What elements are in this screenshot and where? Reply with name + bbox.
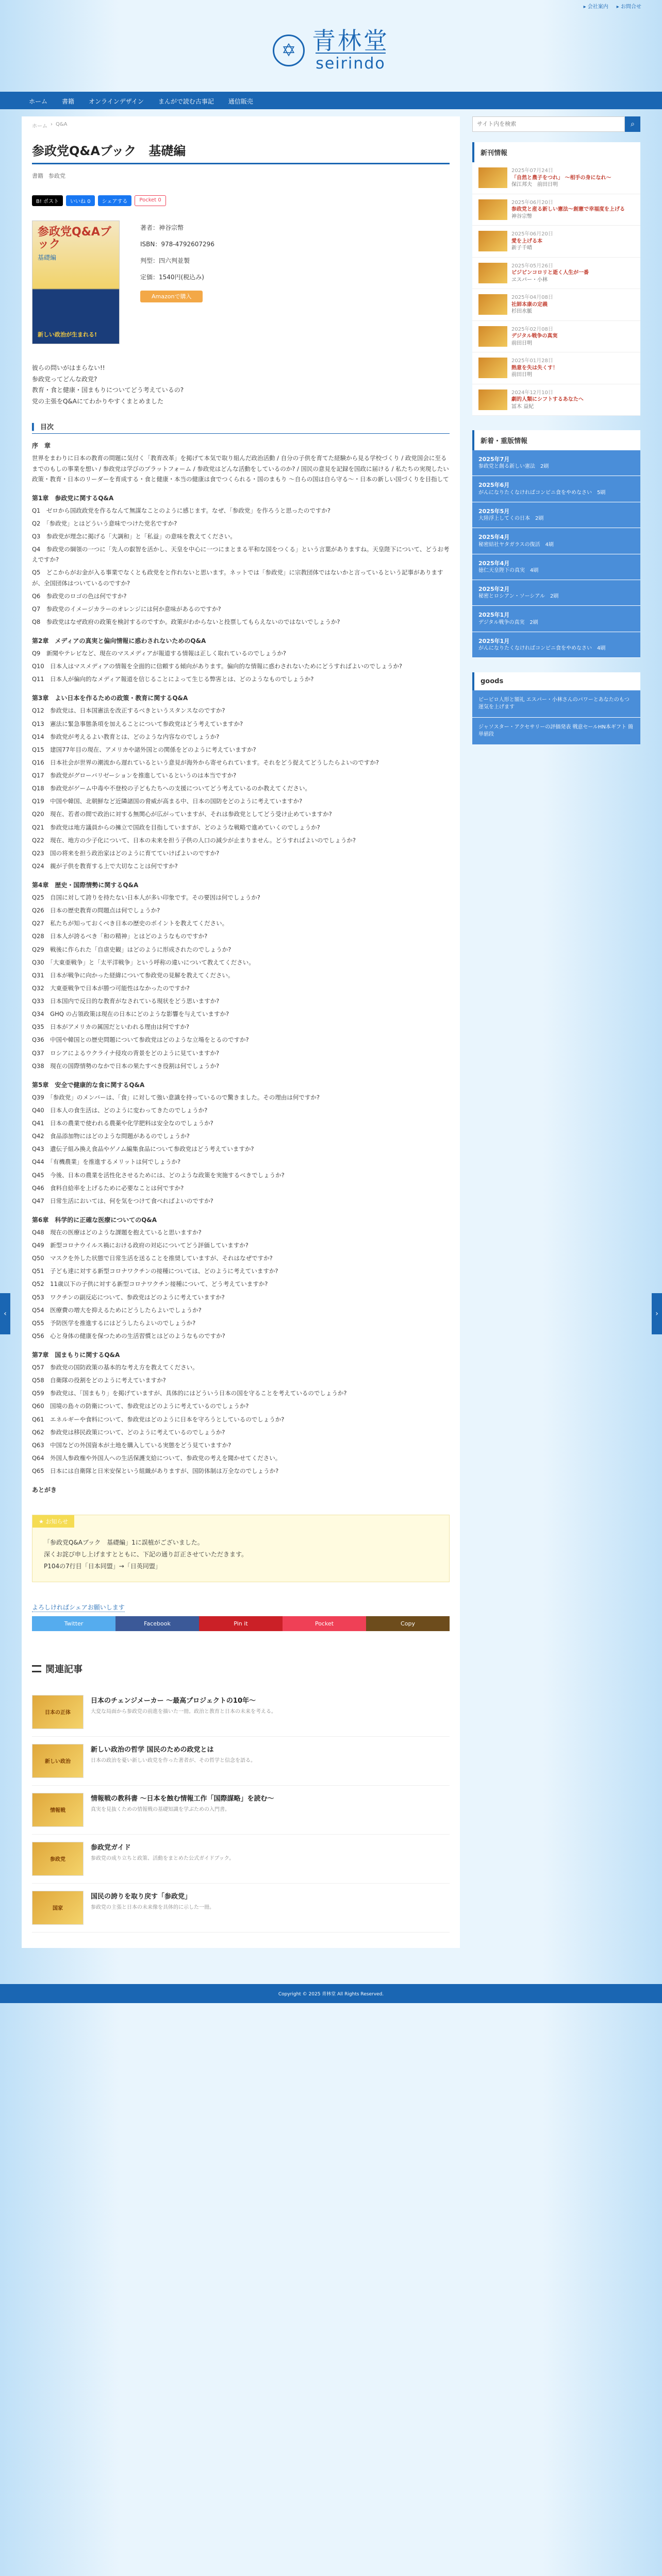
new-book-date: 2025年04月08日 <box>511 295 553 300</box>
chapter-section <box>32 441 450 484</box>
question-item: Q34 GHQ の占領政策は現在の日本にどのような影響を与えていますか? <box>32 1010 229 1018</box>
question-item: Q54 医療費の増大を抑えるためにどうしたらよいでしょうか? <box>32 1306 202 1314</box>
main-content <box>22 116 460 1948</box>
share-button-copy[interactable]: Copy <box>366 1616 450 1631</box>
question-item: Q11 日本人が偏向的なメディア報道を信じることによって生じる弊害とは、どのようなものでしょうか? <box>32 675 314 683</box>
question-item: Q59 参政党は、「国まもり」を掲げていますが、具体的にはどういう日本の国を守ることを考えているのでしょうか? <box>32 1389 347 1397</box>
new-book-date: 2025年02月08日 <box>511 326 553 332</box>
related-text <box>91 1891 214 1925</box>
related-title[interactable]: 情報戦の教科書 ～日本を蝕む情報工作「国際謀略」を読む～ <box>91 1794 274 1803</box>
question-item: Q31 日本が戦争に向かった経緯について参政党の見解を教えてください。 <box>32 971 234 979</box>
new-book-thumbnail <box>478 389 507 410</box>
new-book-date: 2025年07月24日 <box>511 168 553 174</box>
related-text <box>91 1695 276 1729</box>
question-item: Q26 日本の歴史教育の問題点は何でしょうか? <box>32 907 160 914</box>
new-book-date: 2025年06月20日 <box>511 199 553 206</box>
company-link[interactable]: ▸ 会社案内 <box>583 4 608 10</box>
reprint-title: がんになりたくなければコンビニ食をやめなさい 5刷 <box>478 489 606 496</box>
question-item: Q6 参政党のロゴの色は何ですか? <box>32 592 127 600</box>
new-book-author: 冨木 益紀 <box>511 403 534 410</box>
next-arrow-icon[interactable]: › <box>652 1293 662 1334</box>
question-item: Q17 参政党がグローバリゼーションを推進しているというのは本当ですか? <box>32 772 237 779</box>
site-logo[interactable] <box>273 26 389 73</box>
intro-line: 党の主張をQ&Aにてわかりやすくまとめました <box>32 397 164 405</box>
new-book-item[interactable] <box>472 162 640 194</box>
nav-books[interactable]: 書籍 <box>62 98 75 105</box>
new-book-item[interactable] <box>472 384 640 416</box>
chapter-section <box>32 1350 450 1476</box>
breadcrumb-current: Q&A <box>56 122 68 127</box>
page-title: 参政党Q&Aブック 基礎編 <box>32 141 450 164</box>
new-book-author: ヱスパー・小林 <box>511 277 548 283</box>
chapter-title: 第6章 科学的に正確な医療についてのQ&A <box>32 1216 157 1224</box>
share-label: よろしければシェアお願いします <box>32 1603 125 1611</box>
chapter-section <box>32 880 450 1071</box>
new-book-author: 神谷宗幣 <box>511 213 532 219</box>
question-item: Q35 日本がアメリカの属国だといわれる理由は何ですか? <box>32 1023 189 1031</box>
question-item: Q48 現在の医療はどのような課題を抱えていると思いますか? <box>32 1228 202 1236</box>
new-book-date: 2025年06月20日 <box>511 231 553 237</box>
afterword-heading: あとがき <box>32 1486 57 1494</box>
nav-mail-order[interactable]: 通信販売 <box>228 98 253 105</box>
reprint-month: 2025年2月 <box>478 585 510 592</box>
question-item: Q15 建国77年目の現在、アメリカや諸外国との関係をどのように考えていますか? <box>32 745 256 753</box>
chapter-section <box>32 1080 450 1206</box>
question-item: Q13 憲法に緊急事態条項を加えることについて参政党はどう考えていますか? <box>32 720 243 727</box>
question-item: Q9 新聞やテレビなど、現在のマスメディアが報道する情報は正しく取れているのでしょうか? <box>32 650 286 657</box>
reprint-item[interactable] <box>472 476 640 502</box>
widget-title: goods <box>472 672 640 690</box>
question-item: Q21 参政党は地方議員からの擁立で国政を目指していますが、どのような戦略で進めていくのでしょうか? <box>32 823 320 831</box>
toc-bar-icon: ▍ <box>32 423 37 432</box>
breadcrumb <box>32 122 450 129</box>
question-item: Q1 ゼロから国政政党を作るなんて無謀なことのように感じます。なぜ、「参政党」を作ろうと思ったのですか? <box>32 506 330 514</box>
new-book-text <box>511 167 611 189</box>
question-item: Q8 参政党はなぜ政府の政策を検討するのですか。政策がわからないと投票してもらえないのではないでしょうか? <box>32 618 340 625</box>
new-book-thumbnail <box>478 167 507 188</box>
book-price: 定価：1540円(税込み) <box>140 274 204 281</box>
notice-line: 「参政党Q&Aブック 基礎編」1に誤植がございました。 <box>44 1539 204 1547</box>
goods-item[interactable]: ビービロ人形と額礼 エスパー・小林さんのパワーとあなたのもつ運気を上げます <box>472 690 640 718</box>
reprint-item[interactable] <box>472 632 640 658</box>
new-book-author: 新子千晴 <box>511 245 532 251</box>
intro-line: 教育・食と健康・国まもりについてどう考えているの? <box>32 386 184 394</box>
reprint-month: 2025年1月 <box>478 612 510 619</box>
toc-label: 目次 <box>40 423 54 432</box>
notice-box <box>32 1515 450 1582</box>
question-item: Q53 ワクチンの副反応について、参政党はどのように考えていますか? <box>32 1293 225 1301</box>
logo-jp-text: 青林堂 <box>312 26 389 55</box>
question-item: Q10 日本人はマスメディアの情報を全面的に信頼する傾向があります。偏向的な情報に惑わされないためにどうすればよいのでしょうか? <box>32 663 402 670</box>
new-book-thumbnail <box>478 231 507 251</box>
related-item[interactable] <box>32 1688 450 1737</box>
book-cover-title: 参政党Q&Aブック <box>38 226 111 251</box>
notice-line: 深くお詫び申し上げますとともに、下記の通り訂正させていただきます。 <box>44 1550 248 1558</box>
new-book-item[interactable] <box>472 352 640 384</box>
question-item: Q19 中国や韓国、北朝鮮など近隣諸国の脅威が高まる中、日本の国防をどのように考えていますか? <box>32 798 303 805</box>
footer-copyright: Copyright © 2025 青林堂 All Rights Reserved. <box>0 1984 662 2003</box>
facebook-share-button[interactable]: シェアする <box>98 195 132 206</box>
toc-heading <box>32 419 450 434</box>
related-title[interactable]: 参政党ガイド <box>91 1843 131 1852</box>
new-book-author: 前田日明 <box>511 372 532 378</box>
new-book-author: 保江邦夫 前田日明 <box>511 182 558 188</box>
related-title[interactable]: 国民の誇りを取り戻す「参政党」 <box>91 1892 192 1901</box>
question-item: Q2 「参政党」とはどういう意味でつけた党名ですか? <box>32 519 177 527</box>
question-item: Q22 現在、地方の少子化について、日本の未来を担う子供の人口の減少が止まりません。どうすればよいのでしょうか? <box>32 836 356 844</box>
question-item: Q51 子ども達に対する新型コロナワクチンの接種については、どのように考えていますか? <box>32 1267 278 1275</box>
new-book-title[interactable]: デジタル戦争の真実 <box>511 333 558 339</box>
new-book-title[interactable]: 「自然と農子をつれ」 ～相手の身になれ～ <box>511 175 611 181</box>
question-item: Q16 日本社会が世界の潮流から遅れているという意見が海外から寄せられています。それをどう捉えてどうしたらよいのですか? <box>32 758 379 766</box>
prev-arrow-icon[interactable]: ‹ <box>0 1293 10 1334</box>
book-details <box>140 221 214 344</box>
related-thumbnail: 参政党 <box>32 1842 84 1876</box>
reprint-title: 参政党と創る新しい憲法 2刷 <box>478 464 549 470</box>
question-item: Q62 参政党は移民政策について、どのように考えているのでしょうか? <box>32 1428 225 1436</box>
book-format: 判型：四六判並製 <box>140 257 190 264</box>
related-desc: 真実を見抜くための情報戦の基礎知識を学ぶための入門書。 <box>91 1806 230 1812</box>
related-thumbnail: 日本の正体 <box>32 1695 84 1729</box>
question-item: Q12 参政党は、日本国憲法を改正するべきというスタンスなのですか? <box>32 707 225 715</box>
related-thumbnail: 情報戦 <box>32 1793 84 1827</box>
reprint-title: 秘密結社ヤタガラスの復活 4刷 <box>478 541 554 548</box>
related-desc: 日本の政治を憂い新しい政党を作った著者が、その哲学と信念を語る。 <box>91 1757 256 1764</box>
global-nav <box>0 92 662 109</box>
new-book-item[interactable] <box>472 321 640 353</box>
chapter-title: 第4章 歴史・国際情勢に関するQ&A <box>32 882 139 889</box>
reprint-item[interactable] <box>472 450 640 476</box>
new-book-item[interactable] <box>472 289 640 321</box>
question-item: Q43 遺伝子組み換え食品やゲノム編集食品について参政党はどう考えていますか? <box>32 1145 254 1153</box>
new-book-author: 杉田水脈 <box>511 309 532 314</box>
related-title[interactable]: 新しい政治の哲学 国民のための政党とは <box>91 1745 214 1754</box>
question-item: Q3 参政党が理念に掲げる「大調和」と「私益」の意味を教えてください。 <box>32 533 236 540</box>
chapter-title: 第7章 国まもりに関するQ&A <box>32 1351 120 1359</box>
category-link[interactable]: 書籍 <box>32 173 43 179</box>
question-item: Q4 参政党の綱領の一つに「先人の叡智を活かし、天皇を中心に一つにまとまる平和な国をつくる」という言葉がありますね。天皇陛下について、どうお考えですか? <box>32 546 450 564</box>
related-desc: 大変な局面から参政党の前進を描いた一冊。政治と教育と日本の未来を考える。 <box>91 1708 276 1715</box>
book-cover-image <box>32 221 120 344</box>
new-book-item[interactable] <box>472 226 640 258</box>
question-item: Q37 ロシアによるウクライナ侵攻の背景をどのように見ていますか? <box>32 1049 219 1057</box>
reprint-title: 秘密とロシアン・ソーシアル 2刷 <box>478 594 559 600</box>
related-item[interactable] <box>32 1786 450 1835</box>
reprint-month: 2025年5月 <box>478 507 510 515</box>
reprint-item[interactable] <box>472 528 640 554</box>
new-book-text <box>511 389 584 411</box>
reprint-month: 2025年4月 <box>478 560 510 567</box>
book-cover-bottom: 新しい政治が生まれる! <box>38 331 97 338</box>
related-text <box>91 1842 234 1876</box>
reprint-title: デジタル戦争の真実 2刷 <box>478 619 538 625</box>
x-share-button[interactable]: B! ポスト <box>32 195 63 206</box>
contact-link[interactable]: ▸ お問合せ <box>616 4 641 10</box>
related-text <box>91 1744 256 1778</box>
reprint-month: 2025年1月 <box>478 637 510 645</box>
related-item[interactable] <box>32 1884 450 1933</box>
tag-link[interactable]: 参政党 <box>48 173 65 179</box>
new-book-title[interactable]: 熱意を失は失くす！ <box>511 365 558 371</box>
intro-text <box>32 363 450 407</box>
reprint-item[interactable] <box>472 502 640 528</box>
goods-item[interactable]: ジャソスター・アクセサリーの評価発表 戦意セールHN本ギフト 簡単値段 <box>472 718 640 745</box>
related-heading <box>32 1662 450 1675</box>
new-book-text <box>511 326 557 347</box>
new-book-text <box>511 294 553 315</box>
reprint-month: 2025年7月 <box>478 456 510 463</box>
question-item: Q47 日常生活においては、何を気をつけて食べればよいのですか? <box>32 1197 213 1205</box>
site-header <box>0 9 662 92</box>
question-item: Q24 親が子供を教育する上で大切なことは何ですか? <box>32 862 178 870</box>
new-book-date: 2025年01月28日 <box>511 358 553 364</box>
question-item: Q41 日本の農業で使われる農薬や化学肥料は安全なのでしょうか? <box>32 1120 213 1127</box>
related-thumbnail: 新しい政治 <box>32 1744 84 1778</box>
question-item: Q29 戦後に作られた「自虐史観」はどのように形成されたのでしょうか? <box>32 945 231 953</box>
chapter-section <box>32 636 450 684</box>
question-item: Q18 参政党がゲーム中毒や不登校の子どもたちへの支援についてどう考えているのか教えてください。 <box>32 785 311 792</box>
widget-title: 新刊情報 <box>472 142 640 162</box>
related-text <box>91 1793 274 1827</box>
search-box <box>472 116 640 132</box>
new-book-title[interactable]: 参政党と産る新しい憲法～創憲で幸福度を上げる <box>511 207 625 212</box>
top-links <box>0 0 662 9</box>
question-item: Q46 食料自給率を上げるために必要なことは何ですか? <box>32 1184 184 1192</box>
question-item: Q64 外国人参政権や外国人への生活保護支給について、参政党の考えを聞かせてください。 <box>32 1454 282 1462</box>
notice-header: ★ お知らせ <box>32 1515 74 1528</box>
related-label: 関連記事 <box>45 1664 82 1675</box>
new-book-item[interactable] <box>472 258 640 290</box>
question-item: Q28 日本人が誇るべき「和の精神」とはどのようなものですか? <box>32 933 208 940</box>
question-item: Q33 日本国内で反日的な教育がなされている現状をどう思いますか? <box>32 997 220 1005</box>
chapters-container <box>32 441 450 1476</box>
search-icon[interactable]: ⌕ <box>625 116 640 132</box>
nav-online-design[interactable]: オンラインデザイン <box>89 98 144 105</box>
like-button[interactable]: いいね 0 <box>66 195 95 206</box>
chapter-title: 序 章 <box>32 442 51 450</box>
amazon-buy-button[interactable]: Amazonで購入 <box>140 291 203 302</box>
question-item: Q65 日本には自衛隊と日米安保という組織がありますが、国防体制は万全なのでしょうか? <box>32 1467 279 1475</box>
question-item: Q25 自国に対して誇りを持たない日本人が多い印象です。その要因は何でしょうか? <box>32 894 260 901</box>
book-author: 著者：神谷宗幣 <box>140 224 184 231</box>
new-book-text <box>511 358 558 379</box>
question-item: Q14 参政党が考えるよい教育とは、どのような内容なのでしょうか? <box>32 733 220 740</box>
reprint-item[interactable] <box>472 580 640 606</box>
new-book-thumbnail <box>478 199 507 220</box>
chapter-section <box>32 494 450 627</box>
question-item: Q49 新型コロナウイルス禍における政府の対応についてどう評価していますか? <box>32 1242 249 1249</box>
new-book-title[interactable]: 愛を上げる本 <box>511 238 542 244</box>
related-item[interactable] <box>32 1737 450 1786</box>
new-books-widget <box>472 142 640 416</box>
reprint-widget <box>472 430 640 658</box>
new-book-thumbnail <box>478 263 507 283</box>
question-item: Q63 中国などの外国資本が土地を購入している実態をどう見ていますか? <box>32 1441 231 1449</box>
question-item: Q61 エネルギーや食料について、参政党はどのように日本を守ろうとしているのでしょうか? <box>32 1415 285 1423</box>
intro-line: 参政党ってどんな政党? <box>32 375 97 383</box>
new-book-date: 2024年12月10日 <box>511 389 553 396</box>
question-item: Q23 国の将来を担う政治家はどのように育てていけばよいのですか? <box>32 849 220 857</box>
question-item: Q20 現在、若者の間で政治に対する無関心が広がっていますが、それは参政党としてどう受け止めていますか? <box>32 810 332 818</box>
chapter-title: 第3章 よい日本を作るための政策・教育に関するQ&A <box>32 694 188 702</box>
reprint-title: 大陸浮上してくの日本 2刷 <box>478 516 544 522</box>
question-item: Q42 食品添加物にはどのような問題があるのでしょうか? <box>32 1132 190 1140</box>
share-button-facebook[interactable]: Facebook <box>115 1616 199 1631</box>
reprint-item[interactable] <box>472 554 640 580</box>
breadcrumb-home[interactable]: ホーム <box>32 124 47 129</box>
new-book-date: 2025年05月26日 <box>511 263 553 269</box>
chapter-section <box>32 693 450 871</box>
question-item: 世界をまわりに日本の教育の問題に気付く「教育改革」を掲げて本気で取り組んだ政治活動 / 自分の子供を育てた経験から見る学校づくり / 政党国会に至るまでのもしの事業を想い / 参政党は学びのプラットフォーム / 参政党はどんな活動をしているのか? / 国民の意見を記録を国政に届ける / 私たちの実現したい政策・教育・日本のリーダーを育成する・食と健康・本当の健康は食でつくられる・国のまもり ～自らの国は自ら守る～・日本の新しい国づくりを目指して <box>32 454 449 483</box>
question-item: Q58 自衛隊の役割をどのように考えていますか? <box>32 1377 166 1384</box>
nav-home[interactable]: ホーム <box>29 98 48 105</box>
share-button-pin-it[interactable]: Pin it <box>199 1616 283 1631</box>
reprint-title: がんになりたくなければコンビニ食をやめなさい 4刷 <box>478 646 606 652</box>
new-book-item[interactable] <box>472 194 640 226</box>
question-item: Q56 心と身体の健康を保つための生活習慣とはどのようなものですか? <box>32 1332 225 1340</box>
related-title[interactable]: 日本のチェンジメーカー ～最高プロジェクトの10年～ <box>91 1697 256 1705</box>
new-book-text <box>511 199 625 221</box>
question-item: Q60 国境の島々の防衛について、参政党はどのように考えているのでしょうか? <box>32 1402 249 1410</box>
widget-title: 新着・重版情報 <box>472 430 640 450</box>
chapter-title: 第2章 メディアの真実と偏向情報に惑わされないためのQ&A <box>32 637 206 645</box>
question-item: Q44 「有機農業」を推進するメリットは何でしょうか? <box>32 1158 181 1166</box>
question-item: Q57 参政党の国防政策の基本的な考え方を教えてください。 <box>32 1364 198 1371</box>
nav-manga-kojiki[interactable]: まんがで読む古事記 <box>158 98 214 105</box>
list-icon <box>32 1665 41 1672</box>
chapter-title: 第5章 安全で健康的な食に関するQ&A <box>32 1081 145 1089</box>
sidebar <box>472 116 640 1948</box>
notice-line: P104の7行目「日本同盟」→「日英同盟」 <box>44 1562 161 1570</box>
question-item: Q36 中国や韓国との歴史問題について参政党はどのような立場をとるのですか? <box>32 1036 249 1044</box>
question-item: Q27 私たちが知っておくべき日本の歴史のポイントを教えてください。 <box>32 920 228 927</box>
question-item: Q45 今後、日本の農業を活性化させるためには、どのような政策を実施するべきでしょうか? <box>32 1171 285 1179</box>
search-input[interactable] <box>472 116 625 132</box>
related-desc: 参政党の成り立ちと政策、活動をまとめた公式ガイドブック。 <box>91 1855 235 1861</box>
related-item[interactable] <box>32 1835 450 1884</box>
question-item: Q50 マスクを外した状態で日常生活を送ることを推奨していますが、それはなぜですか? <box>32 1255 273 1262</box>
book-info-row <box>32 221 450 344</box>
new-book-thumbnail <box>478 326 507 347</box>
chapter-title: 第1章 参政党に関するQ&A <box>32 494 114 502</box>
pocket-button[interactable]: Pocket 0 <box>135 195 166 206</box>
related-thumbnail: 国家 <box>32 1891 84 1925</box>
question-item: Q40 日本人の食生活は、どのように変わってきたのでしょうか? <box>32 1106 208 1114</box>
new-book-text <box>511 263 589 284</box>
reprint-title: 徳仁天皇陛下の真実 4刷 <box>478 567 539 573</box>
question-item: Q39 「参政党」のメンバーは、「食」に対して強い意識を持っているので驚きました。その理由は何ですか? <box>32 1093 320 1101</box>
breadcrumb-sep: › <box>51 122 53 127</box>
reprint-item[interactable] <box>472 606 640 632</box>
new-book-title[interactable]: 劇的人類にシフトするあなたへ <box>511 397 584 402</box>
question-item: Q38 現在の国際情勢のなかで日本の果たすべき役割は何でしょうか? <box>32 1062 220 1070</box>
related-desc: 参政党の主張と日本の未来像を具体的に示した一冊。 <box>91 1904 214 1910</box>
intro-line: 彼らの問いがはまらない!! <box>32 364 105 371</box>
star-logo-icon: ✡ <box>273 35 305 66</box>
question-item: Q7 参政党のイメージカラーのオレンジには何か意味があるのですか? <box>32 605 221 613</box>
new-book-title[interactable]: ビジビンコロリと逝く人生が一番 <box>511 270 589 276</box>
share-button-pocket[interactable]: Pocket <box>283 1616 366 1631</box>
book-cover-sub: 基礎編 <box>38 254 57 262</box>
chapter-section <box>32 1215 450 1341</box>
reprint-month: 2025年6月 <box>478 482 510 489</box>
question-item: Q5 どこからがお金が入る事業でなくとも政党をと作れないと思います。ネットでは「参政党」に宗教団体ではないかと言っているという記事がありますが、全国団体はついているのですか? <box>32 569 443 587</box>
related-list <box>32 1688 450 1933</box>
book-isbn: ISBN：978-4792607296 <box>140 241 214 248</box>
post-meta <box>32 172 450 180</box>
question-item: Q55 予防医学を推進するにはどうしたらよいのでしょうか? <box>32 1319 196 1327</box>
question-item: Q30 「大東亜戦争」と「太平洋戦争」という呼称の違いについて教えてください。 <box>32 958 255 966</box>
new-book-text <box>511 231 553 252</box>
new-book-author: 前田日明 <box>511 340 532 346</box>
share-button-twitter[interactable]: Twitter <box>32 1616 115 1631</box>
reprint-month: 2025年4月 <box>478 534 510 541</box>
question-item: Q52 11歳以下の子供に対する新型コロナワクチン接種について、どう考えていますか? <box>32 1280 268 1288</box>
share-buttons <box>32 1616 450 1631</box>
new-book-thumbnail <box>478 294 507 315</box>
question-item: Q32 大東亜戦争で日本が勝つ可能性はなかったのですか? <box>32 984 190 992</box>
new-book-title[interactable]: 社師本康の定義 <box>511 301 548 308</box>
share-top <box>32 195 450 206</box>
goods-widget <box>472 672 640 745</box>
new-book-thumbnail <box>478 358 507 378</box>
logo-en-text: seirindo <box>316 53 386 73</box>
